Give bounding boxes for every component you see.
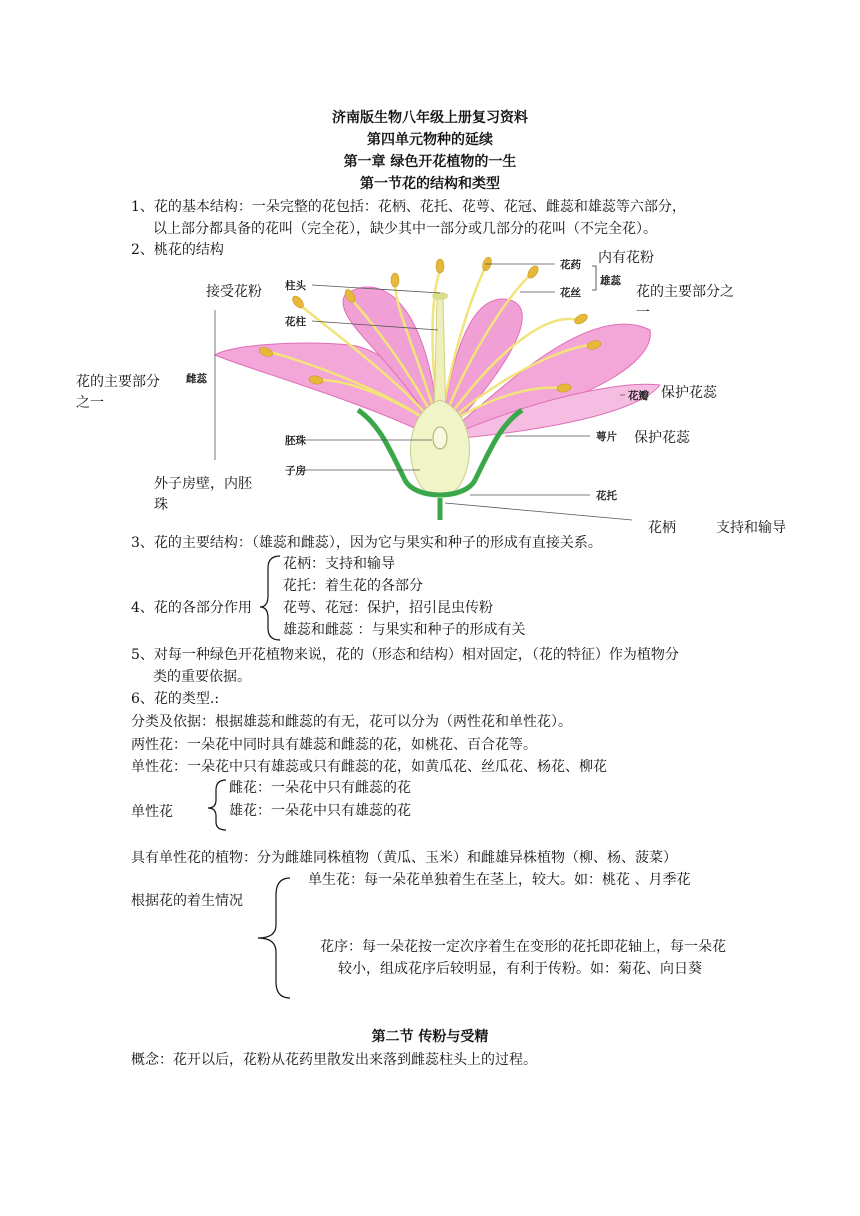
unisexual-label: 单性花 (131, 804, 173, 820)
label-filament: 花丝 (560, 287, 581, 299)
section2-title: 第二节 传粉与受精 (371, 1029, 489, 1045)
label-stamen: 雄蕊 (600, 275, 621, 287)
label-pistil: 雌蕊 (186, 373, 207, 385)
item4-label: 4、花的各部分作用 (131, 600, 252, 616)
item6-basis: 分类及依据：根据雄蕊和雌蕊的有无，花可以分为（两性花和单性花）。 (131, 714, 572, 730)
note-main-part-left: 花的主要部分之一 (76, 374, 160, 411)
section2-concept: 概念：花开以后，花粉从花药里散发出来落到雌蕊柱头上的过程。 (131, 1052, 537, 1068)
note-protect-petal: 保护花蕊 (661, 385, 717, 401)
label-receptacle: 花托 (596, 490, 617, 502)
item3-text: 3、花的主要结构：（雄蕊和雌蕊），因为它与果实和种子的形成有直接关系。 (131, 535, 602, 551)
item5-line2: 类的重要依据。 (153, 669, 251, 685)
item2-text: 2、桃花的结构 (131, 242, 224, 258)
inflorescence: 花序：每一朵花按一定次序着生在变形的花托即花轴上，每一朵花较小，组成花序后较明显，有利于传粉。如：菊花、向日葵 (320, 939, 726, 977)
unisexual-plants: 具有单性花的植物：分为雌雄同株植物（黄瓜、玉米）和雌雄异株植物（柳、杨、菠菜） (131, 850, 677, 866)
label-petal: 花瓣 (628, 390, 649, 402)
female-flower: 雌花：一朵花中只有雌蕊的花 (229, 780, 411, 796)
note-pedicel-function: 支持和输导 (716, 520, 786, 536)
label-stigma: 柱头 (285, 280, 306, 292)
note-receive-pollen: 接受花粉 (206, 284, 262, 300)
item4-row: 花柄：支持和输导 (283, 556, 395, 572)
unit-title: 第四单元物种的延续 (367, 132, 493, 148)
solitary-flower: 单生花：每一朵花单独着生在茎上，较大。如：桃花 、月季花 (308, 872, 691, 888)
item4-row: 雄蕊和雌蕊 ：与果实和种子的形成有关 (283, 622, 526, 638)
arrangement-label: 根据花的着生情况 (131, 893, 243, 909)
label-ovule: 胚珠 (285, 435, 306, 447)
note-ovary: 外子房壁，内胚珠 (154, 476, 252, 513)
label-anther: 花药 (560, 259, 581, 271)
item4-row: 花托：着生花的各部分 (283, 578, 423, 594)
doc-title: 济南版生物八年级上册复习资料 (332, 110, 528, 126)
note-main-part-right: 花的主要部分之一 (636, 284, 734, 321)
label-style: 花柱 (285, 316, 306, 328)
note-protect-sepal: 保护花蕊 (634, 430, 690, 446)
item4-row: 花萼、花冠：保护，招引昆虫传粉 (283, 600, 493, 616)
item6-title: 6、花的类型.: (131, 691, 220, 707)
item1-line1: 1、花的基本结构：一朵完整的花包括：花柄、花托、花萼、花冠、雌蕊和雄蕊等六部分， (131, 199, 686, 215)
male-flower: 雄花：一朵花中只有雄蕊的花 (229, 803, 411, 819)
label-ovary: 子房 (285, 465, 306, 477)
item6-unisexual: 单性花：一朵花中只有雄蕊或只有雌蕊的花，如黄瓜花、丝瓜花、杨花、柳花 (131, 759, 607, 775)
section-title: 第一节花的结构和类型 (360, 176, 500, 192)
item1-line2: 以上部分都具备的花叫（完全花），缺少其中一部分或几部分的花叫（不完全花）。 (153, 221, 657, 237)
note-pedicel: 花柄 (648, 520, 676, 536)
item5-line1: 5、对每一种绿色开花植物来说，花的（形态和结构）相对固定，（花的特征）作为植物分 (131, 647, 679, 663)
label-sepal: 萼片 (596, 431, 617, 443)
note-has-pollen: 内有花粉 (598, 250, 654, 266)
item6-bisexual: 两性花：一朵花中同时具有雄蕊和雌蕊的花，如桃花、百合花等。 (131, 737, 537, 753)
chapter-title: 第一章 绿色开花植物的一生 (343, 154, 517, 170)
